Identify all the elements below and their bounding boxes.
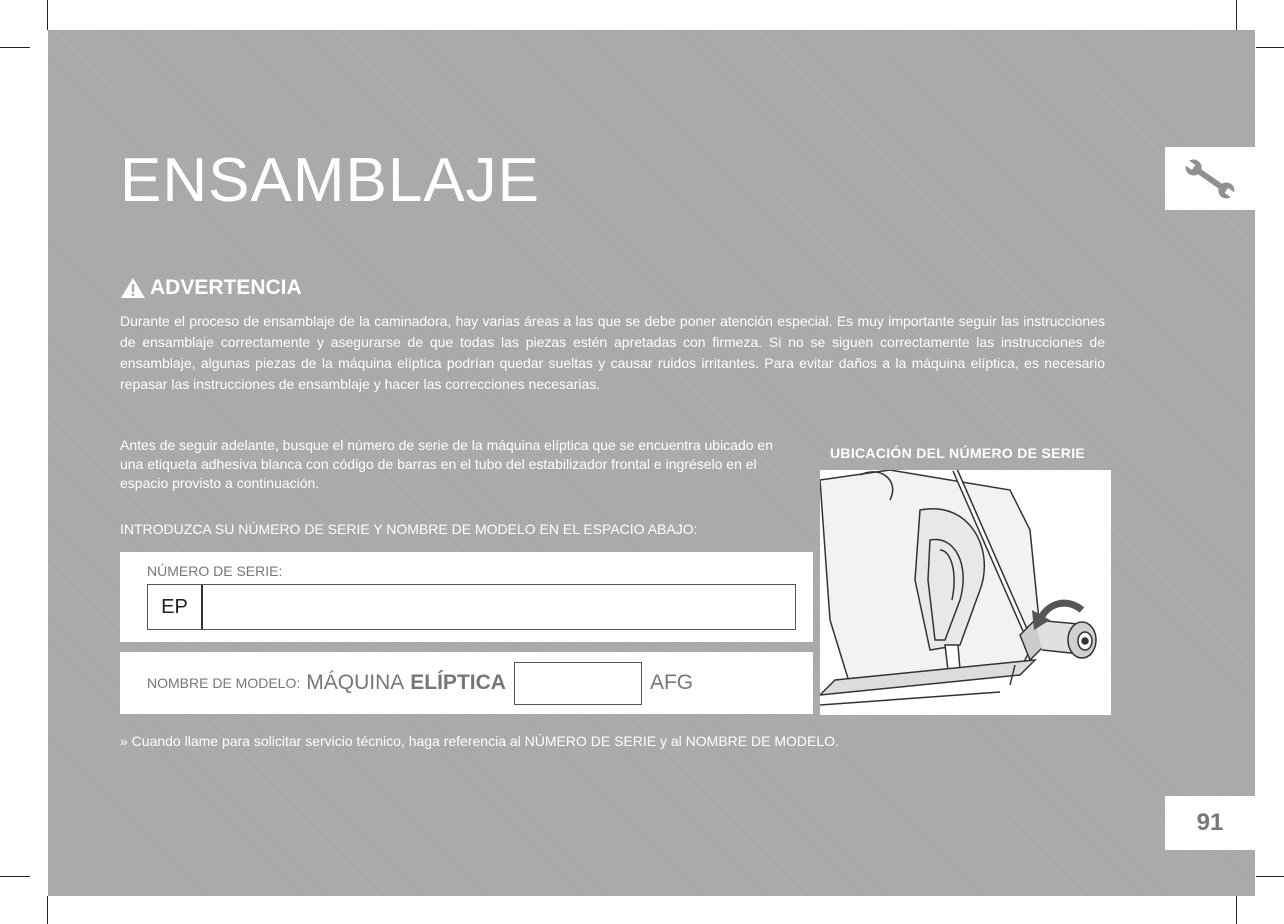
crop-mark [1256,47,1284,48]
crop-mark [47,0,48,30]
model-name-emphasis: ELÍPTICA [410,671,506,694]
entry-prompt: INTRODUZCA SU NÚMERO DE SERIE Y NOMBRE DE MODELO EN EL ESPACIO ABAJO: [120,521,698,537]
page-title: ENSAMBLAJE [120,146,541,215]
crop-mark [1256,876,1284,877]
model-name-box [120,652,813,714]
model-name-label: NOMBRE DE MODELO: [147,675,301,691]
crop-mark [47,896,48,924]
crop-mark [0,876,30,877]
page-number: 91 [1165,796,1255,850]
elliptical-stabilizer-drawing [820,470,1111,715]
serial-number-label: NÚMERO DE SERIE: [147,563,283,579]
crop-mark [0,47,30,48]
warning-body: Durante el proceso de ensamblaje de la caminadora, hay varias áreas a las que se debe poner atención especial. Es muy importante seguir las instrucciones de ensamblaje correctamente y asegurarse de que todas las piezas estén apretadas con firmeza. Si no se siguen correctamente las instrucciones de ensamblaje, algunas piezas de la máquina elíptica podrían quedar sueltas y causar ruidos irritantes. Para evitar daños a la máquina elíptica, es necesario repasar las instrucciones de ensamblaje y hacer las correcciones necesarias. [120,313,1105,392]
warning-heading [120,276,302,300]
serial-prefix: EP [148,585,203,629]
warning-heading-text: ADVERTENCIA [150,276,302,299]
serial-location-heading: UBICACIÓN DEL NÚMERO DE SERIE [830,445,1086,461]
serial-number-box [120,552,813,642]
warning-triangle-icon [120,277,146,299]
serial-number-field [147,584,796,630]
model-name-input[interactable] [514,662,642,705]
crop-mark [1236,896,1237,924]
section-tab [1165,147,1255,210]
intro-paragraph: Antes de seguir adelante, busque el número de serie de la máquina elíptica que se encuentra ubicado en una etiqueta adhesiva blanca con código de barras en el tubo del estabilizador frontal e ingréselo en el espacio provisto a continuación. [120,437,774,491]
model-name-text: MÁQUINA [306,671,405,694]
wrench-icon [1181,154,1239,204]
model-suffix: AFG [649,671,694,694]
crop-mark [1236,0,1237,30]
model-name-row [147,660,693,706]
serial-location-illustration [820,470,1111,715]
service-note: » Cuando llame para solicitar servicio técnico, haga referencia al NÚMERO DE SERIE y al NOMBRE DE MODELO. [120,733,839,749]
serial-number-input[interactable] [203,585,795,629]
